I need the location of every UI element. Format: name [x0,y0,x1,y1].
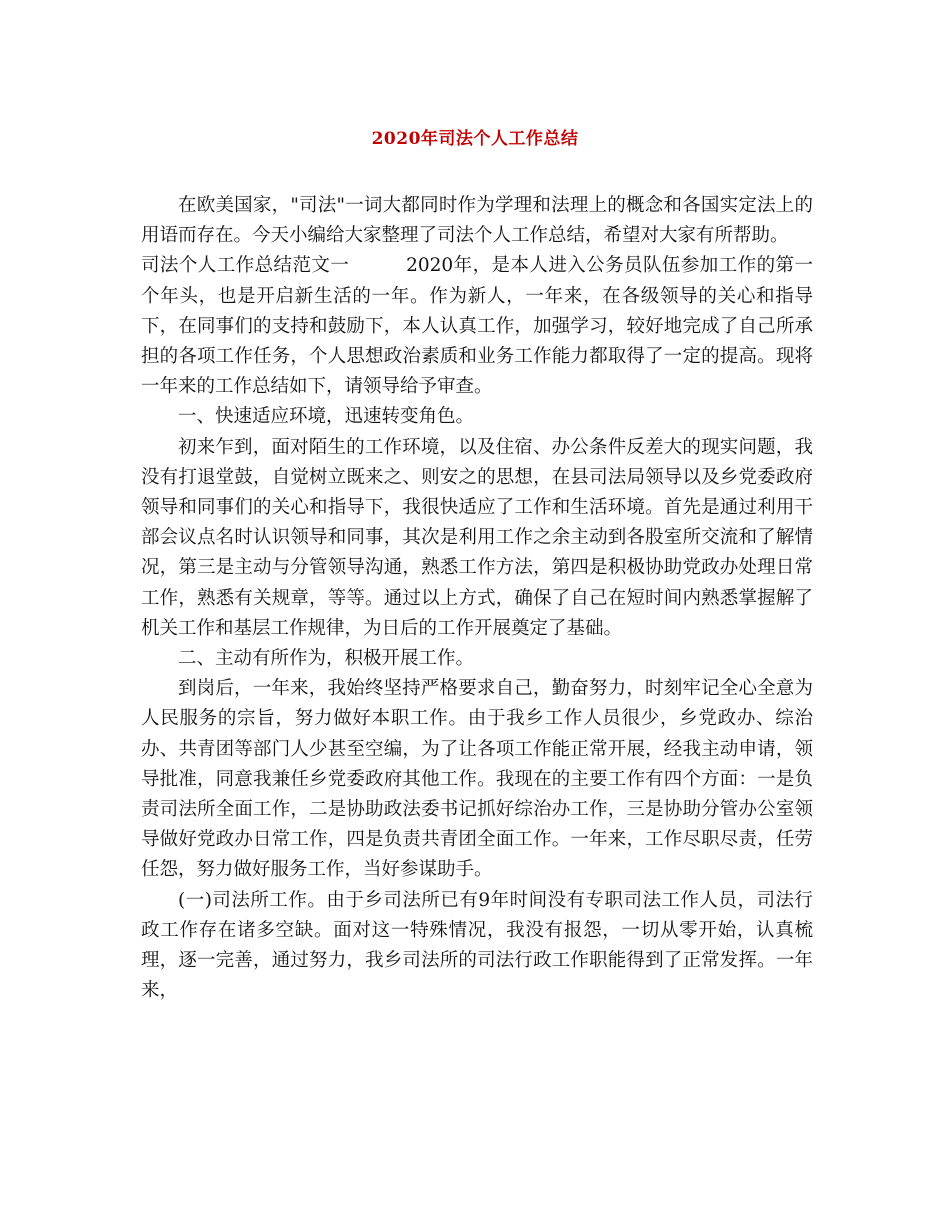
paragraph-sample-one: 司法个人工作总结范文一 2020年，是本人进入公务员队伍参加工作的第一个年头，也是开启新生活的一年。作为新人，一年来，在各级领导的关心和指导下，在同事们的支持和鼓励下，本人认真工作，加强学习，较好地完成了自己所承担的各项工作任务，个人思想政治素质和业务工作能力都取得了一定的提高。现将一年来的工作总结如下，请领导给予审查。 [141,255,813,398]
section-heading-1: 一、快速适应环境，迅速转变角色。 [178,406,475,428]
paragraph-judicial-office: (一)司法所工作。由于乡司法所已有9年时间没有专职司法工作人员，司法行政工作存在诸多空缺。面对这一特殊情况，我没有报怨，一切从零开始，认真梳理，逐一完善，通过努力，我乡司法所的司法行政工作职能得到了正常发挥。一年来， [141,889,813,1002]
document-title: 2020年司法个人工作总结 [371,129,579,149]
paragraph-intro: 在欧美国家，"司法"一词大都同时作为学理和法理上的概念和各国实定法上的用语而存在。今天小编给大家整理了司法个人工作总结，希望对大家有所帮助。 [141,195,813,247]
paragraph-active-work: 到岗后，一年来，我始终坚持严格要求自己，勤奋努力，时刻牢记全心全意为人民服务的宗旨，努力做好本职工作。由于我乡工作人员很少，乡党政办、综治办、共青团等部门人少甚至空编，为了让各项工作能正常开展，经我主动申请，领导批准，同意我兼任乡党委政府其他工作。我现在的主要工作有四个方面：一是负责司法所全面工作，二是协助政法委书记抓好综治办工作，三是协助分管办公室领导做好党政办日常工作，四是负责共青团全面工作。一年来，工作尽职尽责，任劳任怨，努力做好服务工作，当好参谋助手。 [141,678,813,881]
section-heading-2: 二、主动有所作为，积极开展工作。 [178,648,475,670]
paragraph-adapt-environment: 初来乍到，面对陌生的工作环境，以及住宿、办公条件反差大的现实问题，我没有打退堂鼓，自觉树立既来之、则安之的思想，在县司法局领导以及乡党委政府领导和同事们的关心和指导下，我很快适应了工作和生活环境。首先是通过利用干部会议点名时认识领导和同事，其次是利用工作之余主动到各股室所交流和了解情况，第三是主动与分管领导沟通，熟悉工作方法，第四是积极协助党政办处理日常工作，熟悉有关规章，等等。通过以上方式，确保了自己在短时间内熟悉掌握解了机关工作和基层工作规律，为日后的工作开展奠定了基础。 [141,436,813,639]
document-body [141,191,813,1006]
